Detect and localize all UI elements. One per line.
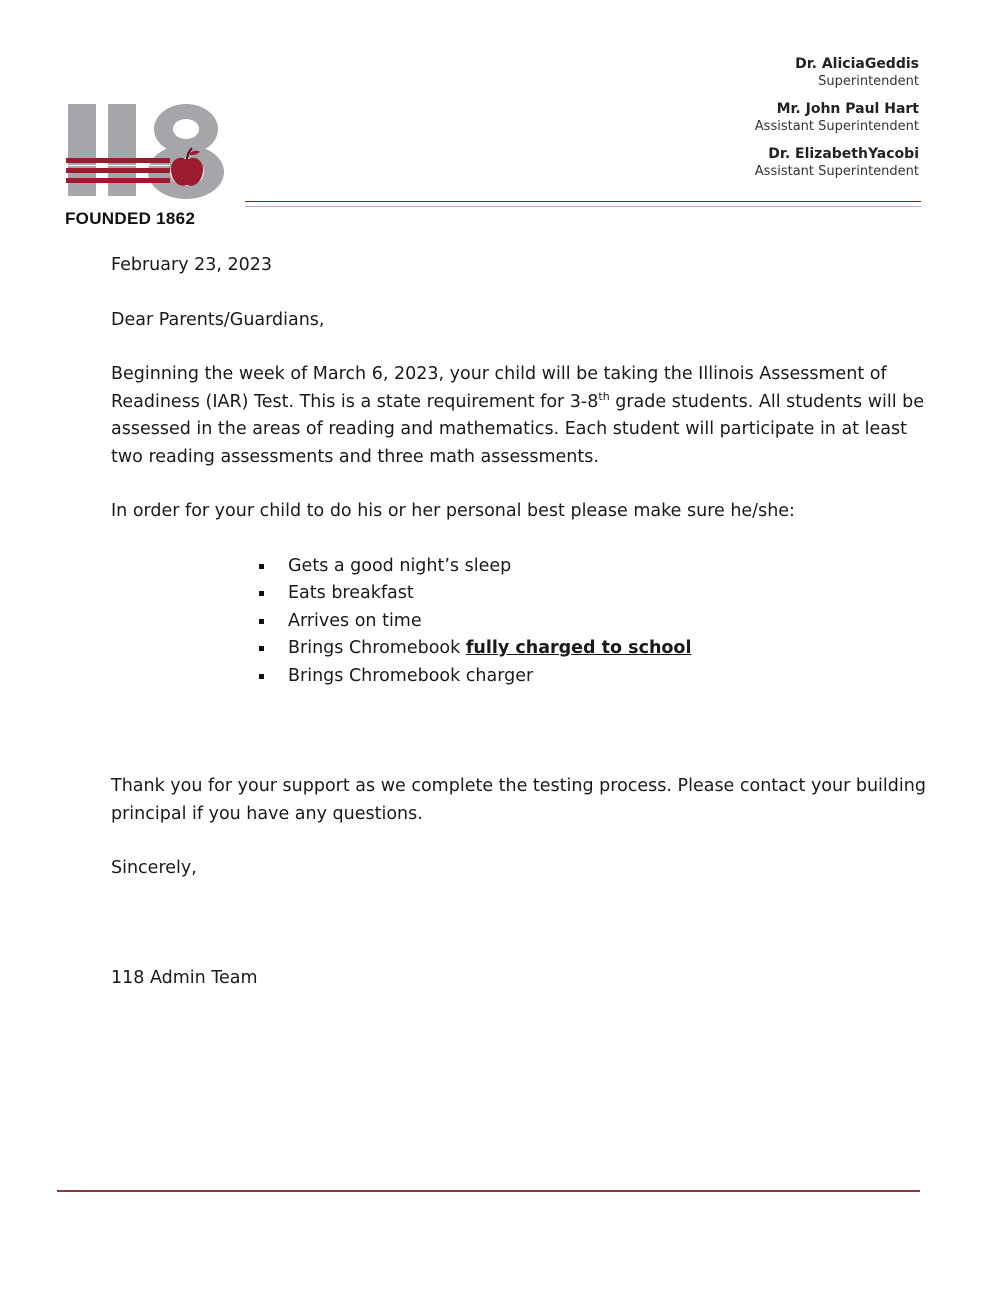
letter-body [111,252,926,992]
list-item: Arrives on time [256,608,926,636]
letter-greeting: Dear Parents/Guardians, [111,309,325,330]
bullet-icon [259,619,264,624]
founded-year: FOUNDED 1862 [65,209,196,228]
bullet-icon [259,646,264,651]
administrator-name: Dr. AliciaGeddis [795,56,919,72]
administrator-list [659,55,919,190]
letter-paragraph-instructions: In order for your child to do his or her personal best please make sure he/she: [111,501,795,521]
administrator-title: Assistant Superintendent [754,164,919,179]
paragraph-text: grade students. All students will be assessed in the areas of reading and mathematics. Each student will participate in at least two reading assessments and three math assessments. [111,391,925,467]
emphasized-text: fully charged to school [465,638,692,658]
letter-date: February 23, 2023 [111,255,273,275]
list-item: Gets a good night’s sleep [256,553,926,581]
administrator-name: Mr. John Paul Hart [776,101,919,117]
letter-paragraph-announcement [111,361,926,471]
bullet-icon [259,591,264,596]
ordinal-superscript: th [598,389,610,403]
administrator-entry [659,145,919,180]
administrator-entry [659,100,919,135]
letterhead-divider [245,201,921,202]
paragraph-text: Beginning the week of March 6, 2023, your child will be taking the Illinois Assessment of Readiness (IAR) Test. This is a state requirement for 3-8 [111,364,887,412]
list-item: Eats breakfast [256,580,926,608]
administrator-entry [659,55,919,90]
logo-red-stripes [66,158,170,183]
letterhead-divider-accent [245,206,921,207]
letter-signature: 118 Admin Team [111,967,258,988]
list-item: Brings Chromebook fully charged to school [256,635,926,663]
bullet-icon [259,564,264,569]
letter-closing: Sincerely, [111,858,197,878]
administrator-title: Superintendent [818,74,919,89]
letter-paragraph-thanks: Thank you for your support as we complete the testing process. Please contact your building principal if you have any questions. [111,776,926,824]
district-118-logo [66,102,228,202]
list-item: Brings Chromebook charger [256,663,926,691]
administrator-name: Dr. ElizabethYacobi [768,146,919,162]
footer-divider [57,1190,920,1192]
preparation-checklist [111,553,926,691]
bullet-icon [259,674,264,679]
administrator-title: Assistant Superintendent [754,119,919,134]
